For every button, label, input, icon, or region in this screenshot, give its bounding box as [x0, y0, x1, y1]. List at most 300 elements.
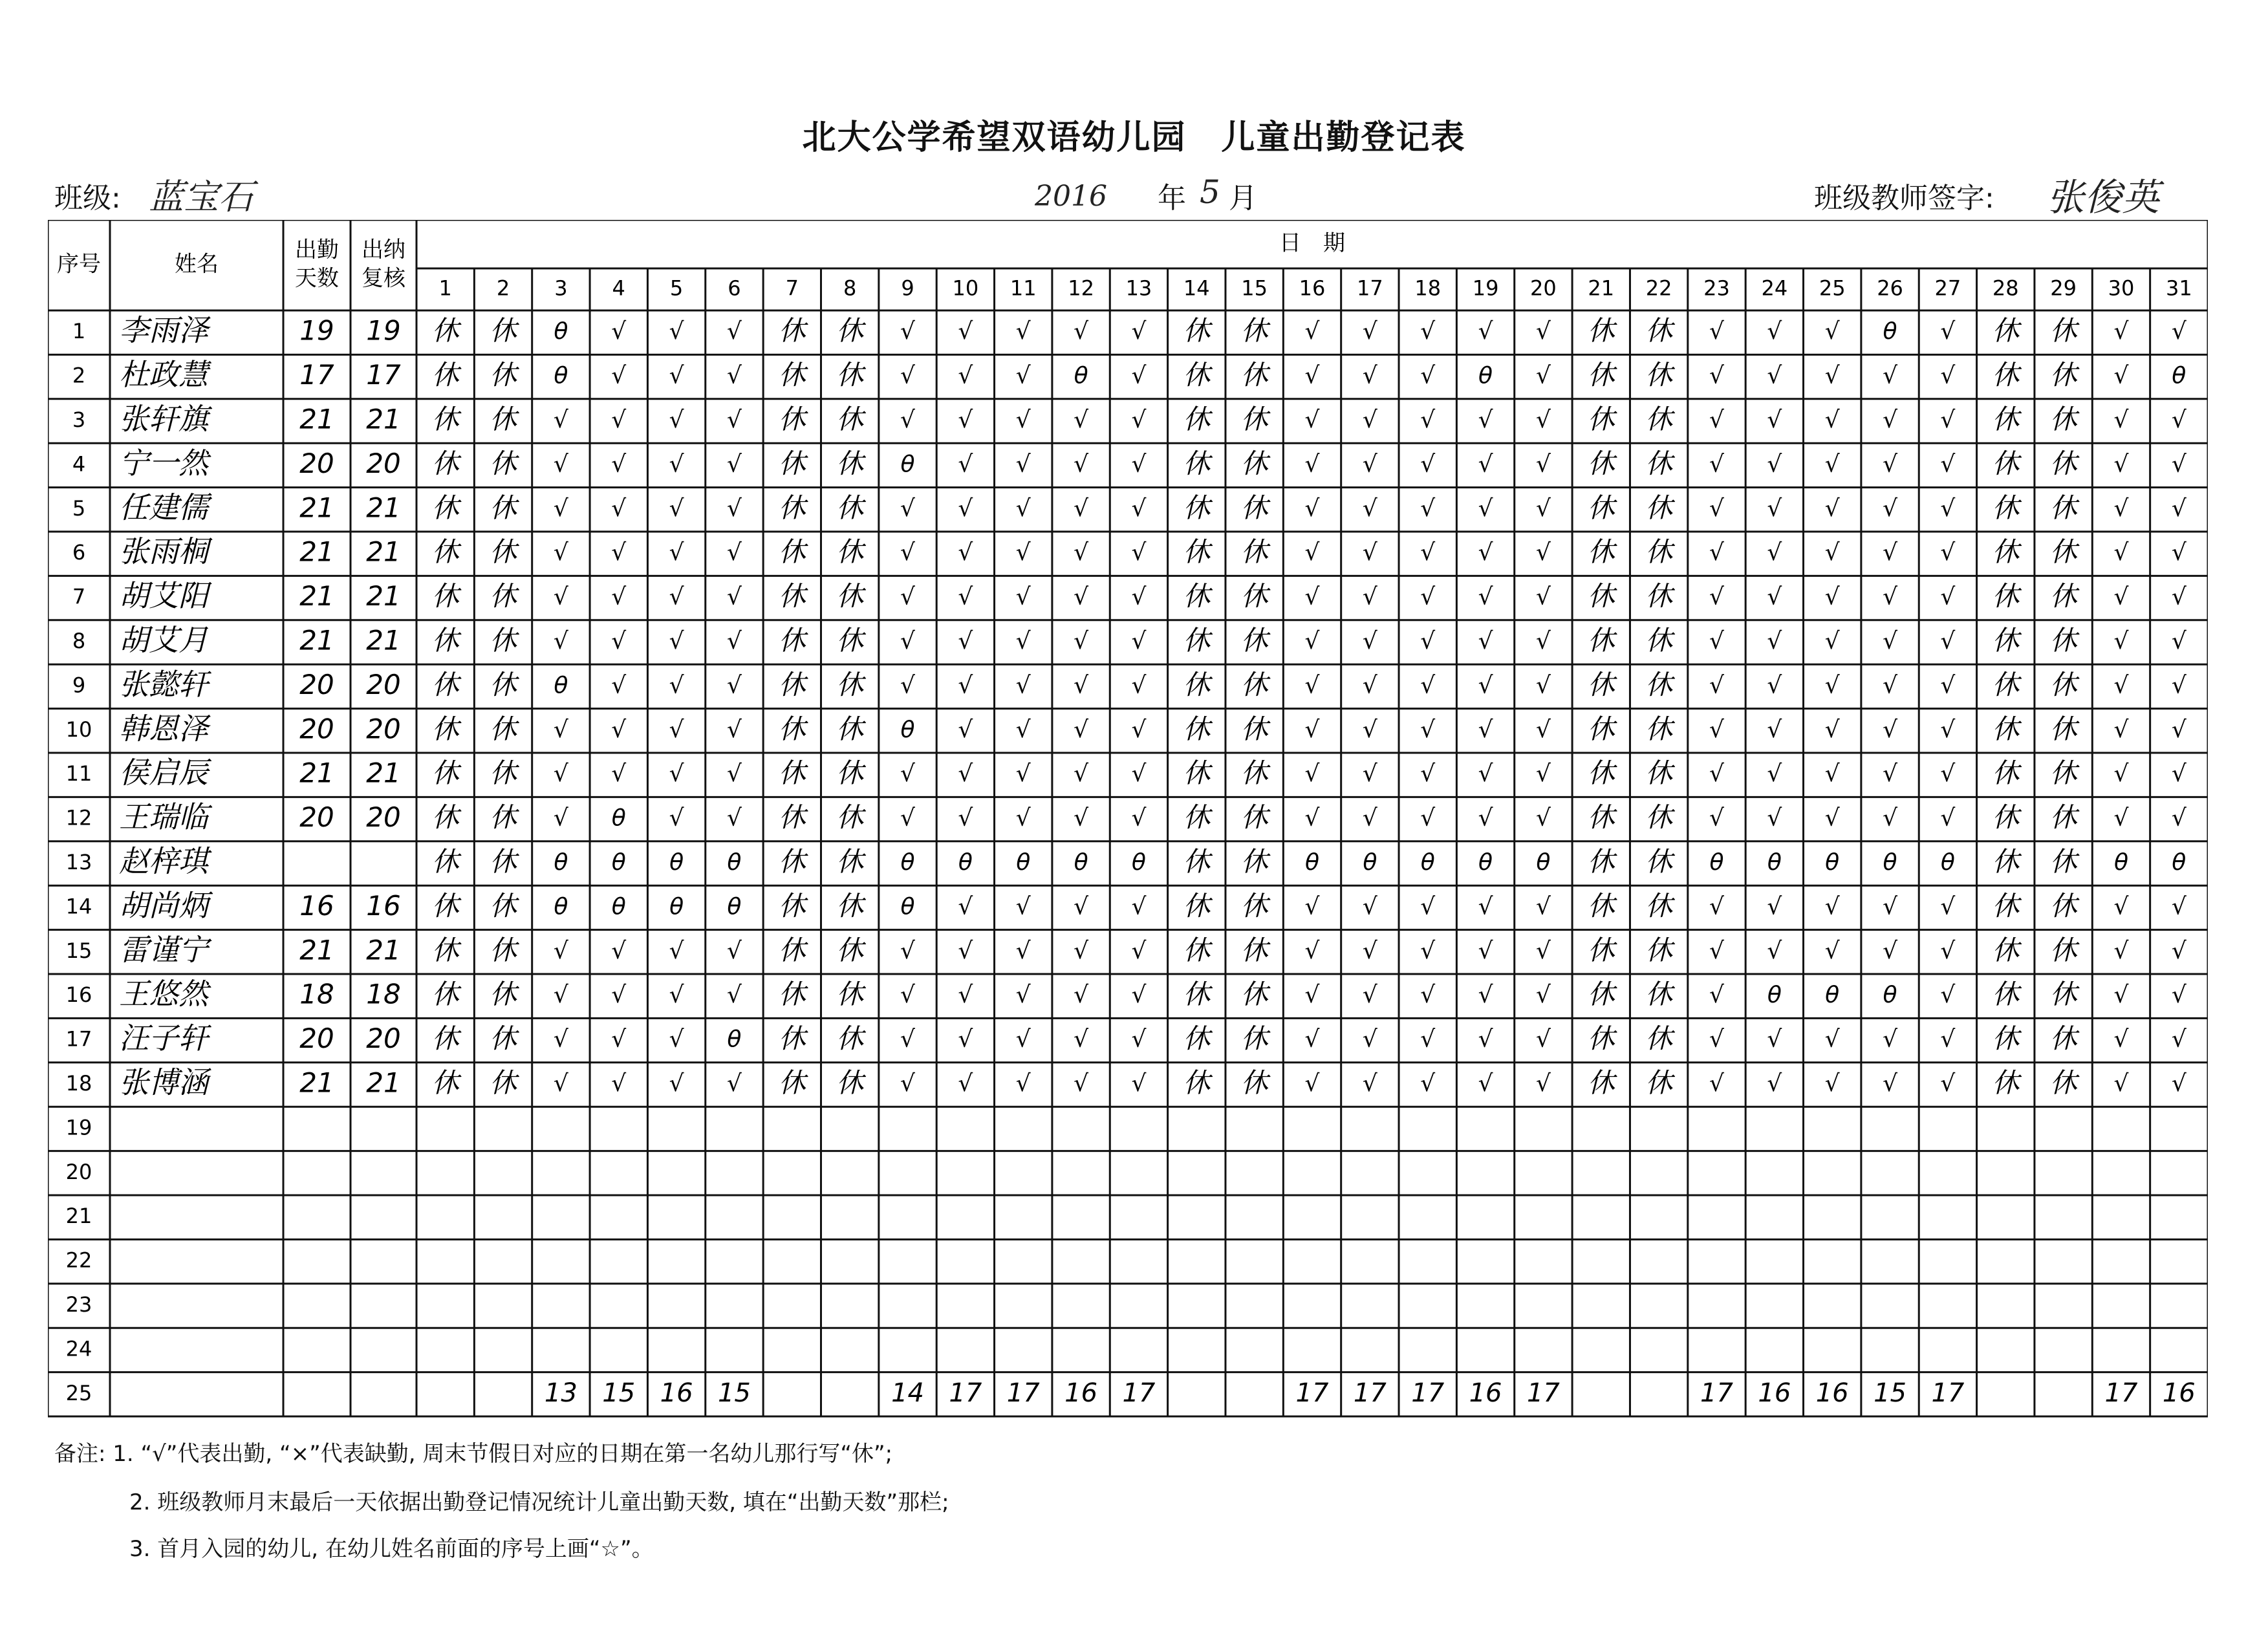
attendance-mark: √ [1709, 761, 1724, 788]
attendance-mark: 休 [2049, 624, 2077, 656]
attendance-mark: √ [2113, 495, 2129, 522]
attendance-mark: 休 [1992, 1023, 2020, 1055]
attendance-mark: √ [1767, 1070, 1782, 1097]
attendance-mark: √ [1015, 362, 1031, 389]
attendance-mark: √ [1131, 451, 1147, 478]
attendance-mark: 休 [431, 359, 459, 391]
attendance-mark: √ [611, 583, 627, 611]
attendance-mark: √ [726, 1070, 742, 1097]
attendance-mark: √ [1940, 318, 1956, 345]
attendance-mark: 休 [1240, 447, 1268, 479]
attendance-mark: 休 [836, 978, 864, 1010]
attendance-mark: θ [1825, 982, 1840, 1009]
attendance-mark: √ [1015, 407, 1031, 433]
attendance-mark: √ [1362, 761, 1377, 788]
attendance-mark: 休 [778, 713, 806, 745]
attendance-mark: √ [1767, 1026, 1782, 1053]
attendance-mark: √ [1074, 716, 1089, 743]
attendance-mark: 休 [2049, 492, 2077, 524]
attendance-mark: √ [611, 451, 627, 478]
attendance-mark: √ [1709, 628, 1724, 655]
child-name: 宁一然 [119, 445, 208, 481]
attendance-mark: θ [2172, 849, 2187, 876]
row-number: 25 [65, 1380, 92, 1405]
attendance-mark: √ [1478, 451, 1493, 478]
day-number: 9 [901, 276, 914, 301]
attendance-mark: √ [1824, 362, 1840, 389]
attendance-mark: θ [2172, 362, 2187, 389]
attendance-mark: 休 [2049, 801, 2077, 834]
daily-total: 13 [544, 1378, 578, 1408]
day-number: 6 [728, 276, 741, 301]
attendance-mark: 休 [1183, 845, 1211, 878]
row-number: 2 [72, 363, 86, 388]
row-number: 22 [65, 1248, 92, 1273]
attendance-mark: √ [1535, 761, 1551, 788]
attendance-mark: √ [1767, 451, 1782, 478]
day-number: 10 [952, 276, 979, 301]
child-name: 王悠然 [119, 976, 208, 1012]
attendance-mark: √ [958, 628, 973, 655]
attendance-mark: 休 [1240, 668, 1268, 700]
attendance-mark: √ [1709, 672, 1724, 699]
attendance-mark: √ [1478, 982, 1493, 1009]
attendance-mark: 休 [1587, 757, 1615, 789]
attendance-mark: √ [1478, 318, 1493, 345]
daily-total: 15 [602, 1378, 636, 1408]
attendance-mark: √ [1535, 407, 1551, 433]
attendance-mark: 休 [836, 536, 864, 568]
attendance-mark: 休 [431, 978, 459, 1010]
attendance-mark: θ [611, 893, 626, 920]
day-number: 28 [1992, 276, 2019, 301]
month-value: 5 [1200, 173, 1220, 211]
attendance-mark: √ [611, 1070, 627, 1097]
row-number: 3 [72, 407, 86, 432]
attendance-mark: 休 [1240, 314, 1268, 347]
attendance-mark: 休 [836, 314, 864, 347]
attendance-mark: 休 [778, 536, 806, 568]
attendance-mark: √ [1074, 672, 1089, 699]
attendance-mark: 休 [778, 934, 806, 966]
attendance-mark: √ [669, 539, 684, 567]
attendance-mark: √ [1074, 1070, 1089, 1097]
attendance-mark: 休 [490, 492, 517, 524]
attendance-mark: 休 [1645, 403, 1673, 435]
attendance-mark: √ [2113, 716, 2129, 743]
attendance-mark: √ [553, 451, 568, 478]
attendance-mark: √ [1420, 451, 1436, 478]
attendance-mark: √ [1420, 716, 1436, 743]
attendance-mark: θ [1363, 849, 1377, 876]
attendance-mark: 休 [1240, 624, 1268, 656]
header-attend: 天数 [295, 265, 339, 292]
row-number: 19 [65, 1115, 92, 1140]
attendance-mark: √ [1940, 539, 1956, 567]
attendance-mark: √ [1535, 539, 1551, 567]
attend-days: 20 [299, 668, 334, 700]
attendance-mark: 休 [490, 934, 517, 966]
attendance-mark: √ [1824, 451, 1840, 478]
attendance-mark: √ [726, 628, 742, 655]
attendance-mark: √ [669, 495, 684, 522]
attendance-mark: √ [1824, 937, 1840, 964]
attendance-mark: √ [900, 982, 915, 1009]
attendance-mark: √ [1420, 1026, 1436, 1053]
attendance-mark: √ [1767, 716, 1782, 743]
attendance-mark: √ [1940, 628, 1956, 655]
attendance-mark: √ [1883, 893, 1898, 920]
attendance-mark: √ [1940, 583, 1956, 611]
daily-total: 17 [1931, 1378, 1965, 1408]
attend-days: 19 [299, 314, 334, 347]
daily-total: 16 [1064, 1378, 1098, 1408]
attendance-mark: 休 [490, 1067, 517, 1099]
attendance-mark: √ [1883, 805, 1898, 832]
attendance-mark: θ [727, 893, 742, 920]
attendance-mark: 休 [1645, 580, 1673, 612]
attendance-mark: √ [1074, 1026, 1089, 1053]
attendance-mark: 休 [1992, 978, 2020, 1010]
attendance-mark: √ [900, 628, 915, 655]
row-number: 14 [65, 894, 92, 919]
attendance-mark: 休 [836, 801, 864, 834]
attendance-mark: √ [1767, 672, 1782, 699]
attendance-mark: 休 [1240, 1067, 1268, 1099]
attend-days: 21 [299, 580, 334, 612]
attendance-mark: 休 [1645, 359, 1673, 391]
attendance-mark: √ [958, 716, 973, 743]
attendance-mark: √ [1015, 318, 1031, 345]
review-days: 21 [366, 492, 401, 524]
attendance-mark: √ [2171, 1070, 2187, 1097]
attendance-mark: 休 [778, 580, 806, 612]
child-name: 张轩旗 [119, 401, 208, 437]
attendance-mark: 休 [1645, 978, 1673, 1010]
attendance-mark: √ [1362, 937, 1377, 964]
daily-total: 16 [1758, 1378, 1791, 1408]
attendance-mark: √ [1015, 1070, 1031, 1097]
attendance-mark: 休 [431, 934, 459, 966]
day-number: 23 [1703, 276, 1730, 301]
attendance-mark: √ [1883, 362, 1898, 389]
attend-days: 20 [299, 713, 334, 745]
attendance-mark: √ [1535, 1026, 1551, 1053]
child-name: 胡艾阳 [119, 578, 208, 614]
attendance-mark: √ [900, 761, 915, 788]
attendance-mark: √ [1824, 716, 1840, 743]
daily-total: 17 [1295, 1378, 1329, 1408]
daily-total: 14 [891, 1378, 924, 1408]
attend-days: 21 [299, 757, 334, 789]
attendance-mark: √ [1015, 761, 1031, 788]
attendance-mark: 休 [490, 624, 517, 656]
attendance-mark: 休 [431, 1023, 459, 1055]
attend-days: 20 [299, 447, 334, 479]
row-number: 4 [72, 451, 86, 477]
review-days: 21 [366, 934, 401, 966]
child-name: 张懿轩 [119, 666, 208, 702]
attendance-mark: √ [1420, 893, 1436, 920]
class-label: 班级: [54, 182, 121, 215]
attendance-mark: √ [1883, 583, 1898, 611]
attendance-mark: 休 [2049, 1067, 2077, 1099]
attendance-mark: √ [669, 761, 684, 788]
attendance-mark: √ [553, 628, 568, 655]
attendance-mark: √ [611, 672, 627, 699]
attendance-mark: √ [1883, 451, 1898, 478]
attendance-mark: √ [669, 583, 684, 611]
attendance-mark: √ [1074, 761, 1089, 788]
attendance-mark: 休 [1240, 713, 1268, 745]
attendance-mark: 休 [1183, 668, 1211, 700]
attendance-mark: √ [900, 1070, 915, 1097]
attendance-mark: 休 [778, 403, 806, 435]
attendance-mark: θ [900, 849, 915, 876]
attendance-mark: √ [669, 982, 684, 1009]
day-number: 24 [1761, 276, 1788, 301]
day-number: 1 [438, 276, 452, 301]
attendance-mark: √ [1304, 628, 1320, 655]
attendance-mark: 休 [1587, 624, 1615, 656]
attendance-mark: √ [726, 362, 742, 389]
attendance-mark: 休 [1183, 934, 1211, 966]
attendance-mark: 休 [836, 359, 864, 391]
attendance-mark: 休 [1992, 624, 2020, 656]
attendance-mark: √ [1883, 628, 1898, 655]
attendance-mark: √ [669, 407, 684, 433]
attendance-mark: θ [669, 893, 684, 920]
attendance-mark: 休 [431, 668, 459, 700]
attendance-mark: 休 [431, 757, 459, 789]
attend-days: 21 [299, 624, 334, 656]
attendance-mark: 休 [1183, 624, 1211, 656]
attendance-mark: 休 [2049, 536, 2077, 568]
attendance-mark: 休 [778, 1067, 806, 1099]
teacher-signature: 张俊英 [2047, 175, 2160, 219]
attendance-mark: 休 [1992, 492, 2020, 524]
attendance-mark: √ [1709, 1070, 1724, 1097]
attendance-mark: √ [1362, 495, 1377, 522]
attendance-mark: √ [2113, 893, 2129, 920]
attendance-mark: 休 [1183, 492, 1211, 524]
header-name: 姓名 [175, 251, 219, 277]
attendance-mark: θ [1016, 849, 1031, 876]
attendance-mark: √ [1304, 495, 1320, 522]
attendance-mark: 休 [1587, 801, 1615, 834]
attendance-mark: θ [1940, 849, 1955, 876]
attendance-mark: √ [1015, 982, 1031, 1009]
attendance-mark: √ [1131, 937, 1147, 964]
attendance-mark: 休 [490, 359, 517, 391]
attendance-mark: √ [1362, 1026, 1377, 1053]
attendance-mark: √ [1883, 761, 1898, 788]
attendance-mark: √ [611, 539, 627, 567]
daily-total: 16 [1815, 1378, 1849, 1408]
attendance-mark: √ [1015, 893, 1031, 920]
attendance-mark: √ [1478, 1070, 1493, 1097]
attendance-mark: √ [1940, 716, 1956, 743]
day-number: 19 [1472, 276, 1499, 301]
note-2: 2. 班级教师月末最后一天依据出勤登记情况统计儿童出勤天数, 填在“出勤天数”那栏; [129, 1489, 949, 1515]
attendance-mark: √ [900, 1026, 915, 1053]
attendance-mark: 休 [431, 845, 459, 878]
attendance-mark: θ [611, 805, 626, 832]
attendance-mark: 休 [1645, 1023, 1673, 1055]
attendance-mark: √ [2171, 318, 2187, 345]
day-number: 27 [1934, 276, 1961, 301]
review-days: 21 [366, 624, 401, 656]
child-name: 张雨桐 [119, 534, 208, 569]
child-name: 任建儒 [119, 490, 208, 525]
review-days: 21 [366, 536, 401, 568]
attendance-mark: θ [1709, 849, 1724, 876]
attendance-mark: √ [1535, 982, 1551, 1009]
attendance-mark: θ [727, 849, 742, 876]
attendance-mark: √ [2171, 805, 2187, 832]
attendance-mark: √ [1767, 628, 1782, 655]
attendance-mark: 休 [1183, 889, 1211, 922]
attendance-mark: √ [958, 1070, 973, 1097]
attendance-mark: 休 [836, 1067, 864, 1099]
year-value: 2016 [1035, 180, 1107, 213]
day-number: 17 [1356, 276, 1383, 301]
attendance-mark: √ [1420, 937, 1436, 964]
review-days: 18 [366, 978, 401, 1010]
row-number: 5 [72, 495, 86, 521]
attendance-mark: 休 [1992, 889, 2020, 922]
daily-total: 17 [1526, 1378, 1560, 1408]
attendance-mark: √ [1015, 805, 1031, 832]
attendance-mark: √ [1131, 407, 1147, 433]
attendance-mark: √ [553, 716, 568, 743]
attendance-mark: θ [1883, 982, 1897, 1009]
attendance-mark: √ [1015, 451, 1031, 478]
attendance-mark: √ [1940, 805, 1956, 832]
header-review: 复核 [362, 265, 405, 292]
daily-total: 17 [1122, 1378, 1156, 1408]
attendance-mark: 休 [1183, 1023, 1211, 1055]
attendance-mark: √ [1362, 672, 1377, 699]
attendance-mark: θ [554, 672, 568, 699]
attendance-mark: √ [669, 1070, 684, 1097]
attendance-mark: 休 [836, 845, 864, 878]
attendance-mark: √ [1709, 716, 1724, 743]
attendance-mark: √ [1420, 318, 1436, 345]
attend-days: 21 [299, 492, 334, 524]
attendance-mark: √ [1304, 893, 1320, 920]
attendance-mark: 休 [2049, 403, 2077, 435]
attendance-mark: √ [958, 318, 973, 345]
row-number: 23 [65, 1292, 92, 1317]
attendance-mark: 休 [1992, 757, 2020, 789]
attendance-mark: 休 [490, 845, 517, 878]
attendance-mark: √ [1709, 407, 1724, 433]
attendance-mark: √ [726, 982, 742, 1009]
attendance-mark: √ [1015, 539, 1031, 567]
attendance-mark: 休 [431, 889, 459, 922]
attendance-mark: θ [900, 716, 915, 743]
attendance-mark: √ [1940, 362, 1956, 389]
daily-total: 17 [1353, 1378, 1387, 1408]
attendance-mark: √ [2113, 672, 2129, 699]
day-number: 20 [1530, 276, 1557, 301]
day-number: 11 [1010, 276, 1037, 301]
attend-days: 17 [299, 359, 334, 391]
attendance-mark: √ [611, 628, 627, 655]
attendance-mark: √ [1304, 451, 1320, 478]
attendance-mark: 休 [778, 845, 806, 878]
review-days: 19 [366, 314, 401, 347]
attendance-mark: √ [726, 761, 742, 788]
day-number: 16 [1299, 276, 1326, 301]
attendance-mark: 休 [1645, 757, 1673, 789]
attendance-mark: √ [1478, 1026, 1493, 1053]
attendance-mark: √ [1767, 539, 1782, 567]
attendance-mark: √ [611, 407, 627, 433]
attendance-mark: √ [1420, 495, 1436, 522]
attendance-mark: √ [1824, 495, 1840, 522]
attendance-mark: √ [1131, 539, 1147, 567]
attendance-mark: 休 [1645, 668, 1673, 700]
attendance-mark: √ [1015, 716, 1031, 743]
attendance-mark: 休 [2049, 934, 2077, 966]
attendance-mark: √ [1304, 672, 1320, 699]
attendance-mark: 休 [778, 624, 806, 656]
row-number: 8 [72, 629, 86, 653]
row-number: 16 [65, 982, 92, 1008]
attendance-mark: √ [669, 672, 684, 699]
child-name: 雷谨宁 [119, 932, 208, 968]
attendance-mark: √ [1709, 362, 1724, 389]
attendance-mark: √ [1015, 495, 1031, 522]
attend-days: 21 [299, 1067, 334, 1099]
attendance-mark: √ [2171, 716, 2187, 743]
attendance-mark: √ [1940, 1070, 1956, 1097]
child-name: 汪子轩 [119, 1021, 208, 1056]
attendance-mark: θ [554, 893, 568, 920]
attendance-mark: θ [1420, 849, 1435, 876]
attendance-mark: 休 [836, 403, 864, 435]
attendance-mark: 休 [490, 580, 517, 612]
daily-total: 17 [1700, 1378, 1733, 1408]
attendance-mark: 休 [490, 713, 517, 745]
attendance-mark: √ [1015, 937, 1031, 964]
attendance-mark: √ [1767, 805, 1782, 832]
attendance-mark: 休 [1992, 447, 2020, 479]
attendance-mark: 休 [490, 978, 517, 1010]
child-name: 韩恩泽 [119, 711, 208, 746]
attendance-mark: √ [1767, 362, 1782, 389]
attendance-mark: √ [2171, 672, 2187, 699]
attendance-mark: 休 [1587, 314, 1615, 347]
daily-total: 15 [717, 1378, 751, 1408]
attendance-mark: 休 [1587, 580, 1615, 612]
row-number: 10 [65, 717, 92, 742]
attendance-mark: 休 [1587, 1023, 1615, 1055]
attendance-mark: √ [1074, 495, 1089, 522]
attendance-mark: √ [1420, 362, 1436, 389]
attendance-mark: 休 [778, 978, 806, 1010]
attendance-mark: √ [900, 805, 915, 832]
day-number: 31 [2165, 276, 2192, 301]
attendance-mark: 休 [836, 889, 864, 922]
attendance-mark: 休 [1992, 668, 2020, 700]
attendance-mark: √ [1015, 583, 1031, 611]
attendance-mark: √ [1709, 583, 1724, 611]
attendance-mark: 休 [1992, 1067, 2020, 1099]
attendance-mark: √ [1362, 893, 1377, 920]
